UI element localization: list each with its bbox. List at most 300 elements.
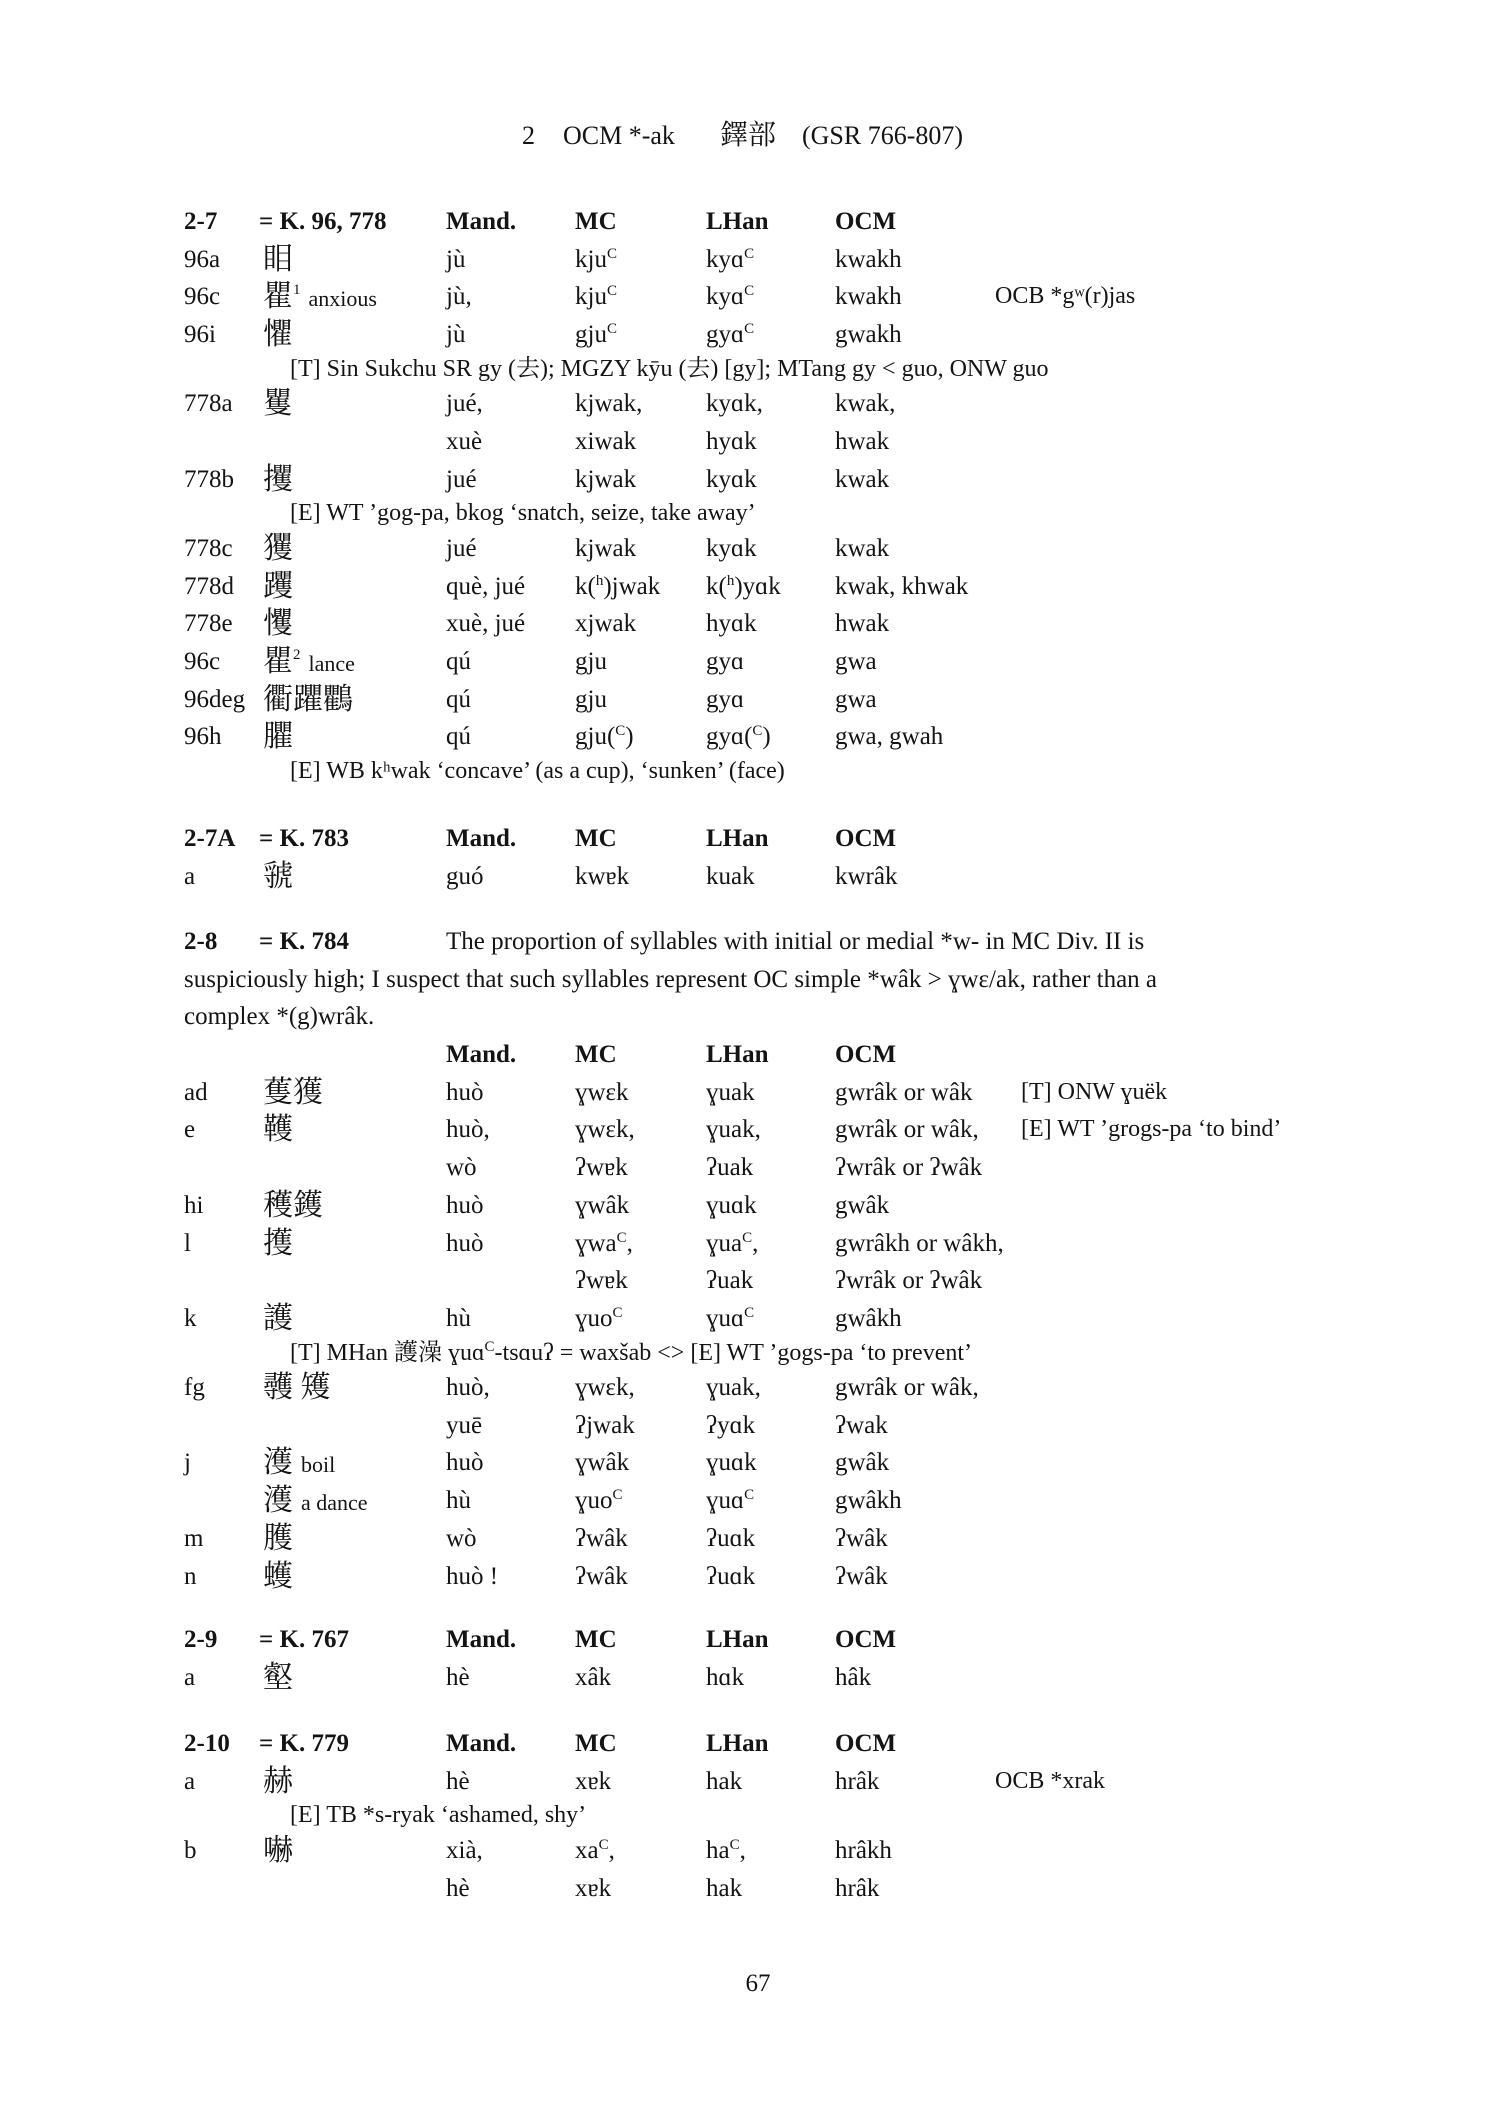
entry-key-text: a (184, 862, 196, 890)
graph-characters (263, 1659, 293, 1697)
middle-chinese-reading (575, 681, 607, 719)
column-label-ocm-text: OCM (835, 1730, 897, 1757)
mandarin-reading-text: jué (446, 465, 477, 493)
intro-line-text: complex *(g)wrâk. (184, 1003, 375, 1031)
entry-row (0, 1482, 1500, 1520)
graph-characters-text: 穫鑊 (263, 1188, 323, 1222)
mandarin-reading (446, 568, 525, 606)
old-chinese-reading (835, 1832, 892, 1870)
later-han-reading-text: ɣuak (706, 1078, 755, 1106)
entry-row (0, 1300, 1500, 1338)
later-han-reading-text: ) (762, 723, 771, 751)
graph-characters-text: 戄 (263, 607, 293, 641)
column-label-mc (575, 1621, 617, 1659)
mandarin-reading-text: xuè (446, 427, 483, 455)
entry-row (0, 1225, 1500, 1263)
graph-characters (263, 1558, 293, 1596)
entry-row (0, 1520, 1500, 1558)
old-chinese-reading (835, 1300, 902, 1338)
middle-chinese-reading-superscript: C (615, 723, 626, 740)
graph-characters-text: 衢躣鸜 (263, 682, 353, 716)
old-chinese-reading (835, 718, 943, 756)
entry-key-text: 778c (184, 534, 233, 562)
column-label-mand-text: Mand. (446, 825, 517, 852)
entry-row (0, 1262, 1500, 1300)
later-han-reading-superscript: C (744, 1304, 755, 1321)
graph-characters-text: 虢 (263, 859, 293, 893)
entry-key (184, 605, 233, 643)
middle-chinese-reading (575, 278, 617, 316)
section-id-text: 2-7 (184, 208, 218, 235)
mandarin-reading (446, 385, 483, 423)
middle-chinese-reading-superscript: C (612, 1304, 623, 1321)
mandarin-reading (446, 1300, 471, 1338)
old-chinese-reading-text: hwak (835, 610, 890, 638)
section-header (0, 820, 1500, 858)
entry-key (184, 1444, 191, 1482)
middle-chinese-reading-text: gju (575, 321, 607, 349)
mandarin-reading-text: huò (446, 1191, 484, 1219)
mandarin-reading (446, 1659, 470, 1697)
column-label-mc (575, 1036, 617, 1074)
old-chinese-reading-text: kwak, khwak (835, 572, 969, 600)
mandarin-reading (446, 461, 477, 499)
entry-row (0, 1149, 1500, 1187)
middle-chinese-reading-text: gju (575, 685, 607, 713)
entry-row (0, 681, 1500, 719)
note-text-text: [E] WT ’gog-pa, bkog ‘snatch, seize, take away’ (290, 500, 756, 527)
later-han-reading (706, 1369, 761, 1407)
graph-characters (263, 1520, 293, 1558)
middle-chinese-reading-superscript: C (606, 245, 617, 262)
extra-note-text: [T] ONW ɣuëk (1021, 1078, 1168, 1105)
mandarin-reading-text: xuè, jué (446, 610, 526, 638)
entry-key (184, 1520, 203, 1558)
entry-row (0, 718, 1500, 756)
later-han-reading (706, 241, 754, 279)
entry-key-text: b (184, 1836, 197, 1864)
entry-key (184, 718, 222, 756)
mandarin-reading (446, 1407, 482, 1445)
graph-characters (263, 1074, 323, 1112)
entry-key-text: a (184, 1663, 196, 1691)
middle-chinese-reading-text: xa (575, 1836, 599, 1864)
middle-chinese-reading-text: ʔwɐk (575, 1154, 628, 1182)
mandarin-reading-text: jù (446, 321, 466, 349)
column-header (0, 1036, 1500, 1074)
entry-key (184, 530, 233, 568)
later-han-reading-superscript: h (726, 572, 735, 589)
later-han-reading-text: kyɑk (706, 465, 757, 493)
mandarin-reading-text: wò (446, 1154, 477, 1182)
graph-gloss: a dance (301, 1490, 368, 1516)
middle-chinese-reading (575, 1369, 635, 1407)
extra-note (995, 1763, 1105, 1801)
middle-chinese-reading-text: ʔwâk (575, 1562, 628, 1590)
later-han-reading-text: gyɑ (706, 647, 745, 675)
mandarin-reading-text: huò (446, 1449, 484, 1477)
graph-characters-text: 嚇 (263, 1833, 293, 1867)
middle-chinese-reading (575, 1558, 628, 1596)
middle-chinese-reading-superscript: C (606, 321, 617, 338)
column-label-mc-text: MC (575, 1626, 617, 1653)
entry-key (184, 681, 245, 719)
entry-key (184, 241, 220, 279)
later-han-reading (706, 1111, 761, 1149)
column-label-lhan-text: LHan (706, 208, 769, 235)
mandarin-reading-text: huò (446, 1078, 484, 1106)
middle-chinese-reading (575, 530, 636, 568)
column-label-mand (446, 1036, 516, 1074)
later-han-reading (706, 681, 744, 719)
later-han-reading-superscript: C (752, 723, 763, 740)
mandarin-reading (446, 316, 465, 354)
mandarin-reading-text: hù (446, 1304, 471, 1332)
column-label-mand-text: Mand. (446, 1626, 517, 1653)
graph-characters-text: 赫 (263, 1764, 293, 1798)
entry-row (0, 1111, 1500, 1149)
entry-key (184, 316, 216, 354)
middle-chinese-reading-text: ɣwɛk, (575, 1116, 635, 1144)
old-chinese-reading-text: kwak (835, 465, 890, 493)
later-han-reading-text: hyɑk (706, 427, 757, 455)
section-header (0, 1621, 1500, 1659)
middle-chinese-reading (575, 858, 629, 896)
note-text-text: [T] MHan 護澡 ɣuɑ (290, 1339, 485, 1366)
mandarin-reading-text: huò ! (446, 1562, 499, 1590)
entry-key-text: 96a (184, 245, 221, 273)
later-han-reading-text: ʔuɑk (706, 1524, 756, 1552)
section-karlgren-ref (259, 203, 386, 241)
entry-key-text: 96c (184, 283, 221, 311)
mandarin-reading (446, 1520, 477, 1558)
middle-chinese-reading-superscript: C (612, 1487, 623, 1504)
old-chinese-reading (835, 1225, 1004, 1263)
entry-row (0, 568, 1500, 606)
middle-chinese-reading-superscript: C (606, 283, 617, 300)
mandarin-reading (446, 1369, 490, 1407)
mandarin-reading (446, 605, 525, 643)
entry-key-text: ad (184, 1078, 208, 1106)
old-chinese-reading-text: hrâk (835, 1767, 880, 1795)
entry-key (184, 1074, 208, 1112)
entry-key (184, 858, 195, 896)
later-han-reading (706, 1482, 754, 1520)
later-han-reading (706, 643, 744, 681)
column-label-mand-text: Mand. (446, 1041, 517, 1069)
later-han-reading-text: kyɑ (706, 245, 745, 273)
entry-row (0, 461, 1500, 499)
old-chinese-reading (835, 385, 895, 423)
entry-key-text: 96h (184, 723, 222, 751)
entry-key (184, 1763, 195, 1801)
old-chinese-reading (835, 1187, 889, 1225)
graph-characters-text: 瞿 (263, 644, 293, 678)
entry-key (184, 1369, 205, 1407)
mandarin-reading-text: jù, (446, 283, 472, 311)
old-chinese-reading-text: gwa (835, 685, 877, 713)
middle-chinese-reading (575, 1832, 615, 1870)
later-han-reading (706, 1520, 755, 1558)
middle-chinese-reading (575, 1225, 633, 1263)
mandarin-reading-text: jù (446, 245, 466, 273)
middle-chinese-reading-text: ɣwâk (575, 1191, 630, 1219)
section-karlgren-ref-text: = K. 784 (259, 928, 349, 955)
entry-key-text: e (184, 1116, 196, 1144)
graph-gloss: boil (301, 1452, 336, 1478)
graph-characters-text: 瞿 (263, 280, 293, 314)
note-text (290, 1338, 972, 1370)
note-text-text: -tsɑuʔ = waxšab <> [E] WT ’gogs-pa ‘to prevent’ (494, 1339, 973, 1366)
later-han-reading (706, 1300, 754, 1338)
old-chinese-reading-text: gwrâk or wâk, (835, 1374, 979, 1402)
mandarin-reading-text: hè (446, 1663, 470, 1691)
middle-chinese-reading-text: xâk (575, 1663, 612, 1691)
section-karlgren-ref (259, 820, 349, 858)
note-text (290, 498, 756, 530)
graph-characters-text: 臒 (263, 1521, 293, 1555)
graph-characters-text: 攫 (263, 462, 293, 496)
old-chinese-reading (835, 1870, 879, 1908)
old-chinese-reading (835, 605, 889, 643)
note-row (0, 1338, 1500, 1370)
section-karlgren-ref (259, 1725, 349, 1763)
old-chinese-reading-text: kwrâk (835, 862, 898, 890)
entry-row (0, 605, 1500, 643)
mandarin-reading (446, 1482, 471, 1520)
mandarin-reading (446, 718, 471, 756)
graph-gloss: anxious (308, 286, 377, 312)
later-han-reading-text: ɣuak, (706, 1374, 761, 1402)
middle-chinese-reading-text: ɣwâk (575, 1449, 630, 1477)
old-chinese-reading (835, 316, 902, 354)
later-han-reading-text: hak (706, 1767, 743, 1795)
old-chinese-reading (835, 858, 897, 896)
graph-characters (263, 1444, 335, 1484)
column-label-ocm (835, 1621, 896, 1659)
chapter-title: OCM *-ak (563, 121, 675, 150)
middle-chinese-reading-text: ɣuo (575, 1487, 613, 1515)
column-label-lhan-text: LHan (706, 1626, 769, 1653)
column-label-mc-text: MC (575, 825, 617, 852)
graph-characters-text: 躩 (263, 569, 293, 603)
later-han-reading (706, 568, 781, 606)
graph-characters (263, 530, 293, 568)
middle-chinese-reading (575, 1659, 611, 1697)
note-text (290, 1800, 586, 1832)
column-label-ocm (835, 203, 896, 241)
middle-chinese-reading-text: , (626, 1229, 633, 1257)
intro-row (0, 961, 1500, 999)
entry-key (184, 461, 234, 499)
graph-characters-text: 擭 (263, 1226, 293, 1260)
later-han-reading-text: )yɑk (734, 572, 781, 600)
column-label-lhan-text: LHan (706, 825, 769, 852)
column-label-lhan (706, 203, 769, 241)
graph-characters-text: 臞 (263, 720, 293, 754)
mandarin-reading (446, 1074, 484, 1112)
later-han-reading-text: ha (706, 1836, 730, 1864)
old-chinese-reading (835, 1369, 979, 1407)
later-han-reading-text: kyɑk (706, 534, 757, 562)
middle-chinese-reading-superscript: h (595, 572, 604, 589)
middle-chinese-reading (575, 1407, 635, 1445)
extra-note (1021, 1074, 1167, 1112)
graph-characters-text: 濩 (263, 1446, 293, 1480)
middle-chinese-reading-text: , (608, 1836, 615, 1864)
old-chinese-reading-text: gwâk (835, 1191, 890, 1219)
extra-note-text: [E] WT ’grogs-pa ‘to bind’ (1021, 1116, 1282, 1143)
column-label-mc-text: MC (575, 208, 617, 235)
old-chinese-reading-text: hâk (835, 1663, 872, 1691)
old-chinese-reading-text: gwâkh (835, 1304, 902, 1332)
later-han-reading-text: ɣuɑk (706, 1191, 757, 1219)
middle-chinese-reading-text: gju (575, 647, 607, 675)
note-text (290, 354, 1048, 386)
entry-row (0, 858, 1500, 896)
column-label-lhan (706, 1725, 769, 1763)
mandarin-reading-text: jué (446, 534, 477, 562)
entry-row (0, 1558, 1500, 1596)
chapter-rhyme-group: 鐸部 (720, 120, 777, 151)
graph-gloss: lance (308, 650, 355, 676)
column-label-mc (575, 1725, 617, 1763)
note-text (290, 756, 785, 788)
middle-chinese-reading-text: kju (575, 283, 607, 311)
later-han-reading (706, 461, 757, 499)
later-han-reading (706, 1832, 746, 1870)
later-han-reading (706, 1187, 757, 1225)
middle-chinese-reading-text: gju( (575, 723, 616, 751)
middle-chinese-reading (575, 1149, 628, 1187)
old-chinese-reading (835, 1659, 871, 1697)
graph-characters (263, 385, 293, 423)
later-han-reading-text: ɣuɑ (706, 1304, 745, 1332)
mandarin-reading-text: wò (446, 1524, 477, 1552)
old-chinese-reading-text: gwa (835, 647, 877, 675)
later-han-reading (706, 605, 757, 643)
old-chinese-reading (835, 1407, 888, 1445)
later-han-reading-superscript: C (729, 1836, 740, 1853)
middle-chinese-reading (575, 718, 634, 756)
middle-chinese-reading (575, 643, 607, 681)
middle-chinese-reading (575, 316, 617, 354)
entry-row (0, 1187, 1500, 1225)
graph-characters (263, 278, 377, 318)
later-han-reading (706, 1262, 753, 1300)
later-han-reading-superscript: C (744, 1487, 755, 1504)
later-han-reading-text: kuak (706, 862, 755, 890)
section-2-9 (0, 1621, 1500, 1696)
column-label-mand (446, 1725, 516, 1763)
graph-characters (263, 1111, 293, 1149)
section-id (184, 203, 217, 241)
old-chinese-reading (835, 1444, 889, 1482)
later-han-reading-text: kyɑ (706, 283, 745, 311)
middle-chinese-reading-superscript: C (598, 1836, 609, 1853)
entry-key (184, 1111, 195, 1149)
middle-chinese-reading-text: xiwak (575, 427, 637, 455)
intro-line-text: suspiciously high; I suspect that such syllables represent OC simple *wâk > ɣwɛ/ak, rather than a (184, 965, 1158, 993)
mandarin-reading-text: huò, (446, 1116, 490, 1144)
graph-characters (263, 681, 353, 719)
old-chinese-reading-text: hrâk (835, 1874, 880, 1902)
entry-row (0, 1407, 1500, 1445)
note-row (0, 756, 1500, 788)
later-han-reading (706, 385, 763, 423)
column-label-ocm-text: OCM (835, 825, 897, 852)
mandarin-reading-text: guó (446, 862, 484, 890)
column-label-lhan (706, 1621, 769, 1659)
chapter-gsr-range: (GSR 766-807) (802, 121, 964, 150)
old-chinese-reading (835, 1074, 972, 1112)
middle-chinese-reading (575, 1074, 629, 1112)
later-han-reading (706, 316, 754, 354)
old-chinese-reading-text: ʔwrâk or ʔwâk (835, 1154, 983, 1182)
entry-row (0, 1832, 1500, 1870)
old-chinese-reading-text: gwrâkh or wâkh, (835, 1229, 1004, 1257)
old-chinese-reading-text: gwâk (835, 1449, 890, 1477)
entry-row (0, 316, 1500, 354)
graph-characters (263, 1369, 331, 1407)
later-han-reading (706, 278, 754, 316)
graph-characters-text: 蠖 (263, 1559, 293, 1593)
later-han-reading (706, 1659, 744, 1697)
section-2-7a (0, 820, 1500, 895)
mandarin-reading (446, 1187, 484, 1225)
old-chinese-reading-text: hwak (835, 427, 890, 455)
mandarin-reading (446, 1832, 483, 1870)
column-label-lhan-text: LHan (706, 1730, 769, 1757)
old-chinese-reading-text: kwakh (835, 283, 902, 311)
later-han-reading-text: ɣuak, (706, 1116, 761, 1144)
middle-chinese-reading-text: ɣwa (575, 1229, 617, 1257)
middle-chinese-reading (575, 605, 636, 643)
old-chinese-reading-text: gwakh (835, 321, 902, 349)
column-label-mc-text: MC (575, 1041, 617, 1069)
old-chinese-reading (835, 1763, 879, 1801)
entry-key-text: m (184, 1524, 204, 1552)
entry-row (0, 385, 1500, 423)
entry-key-text: n (184, 1562, 197, 1590)
old-chinese-reading (835, 568, 968, 606)
section-id (184, 1621, 217, 1659)
intro-line (446, 923, 1144, 961)
later-han-reading (706, 1225, 758, 1263)
graph-characters (263, 568, 293, 606)
graph-characters-text: 蒦獲 (263, 1075, 323, 1109)
later-han-reading-text: ʔyɑk (706, 1411, 756, 1439)
old-chinese-reading-text: gwâkh (835, 1487, 902, 1515)
old-chinese-reading-text: kwak (835, 534, 890, 562)
column-label-ocm-text: OCM (835, 208, 897, 235)
graph-characters (263, 1832, 293, 1870)
later-han-reading (706, 1407, 755, 1445)
old-chinese-reading (835, 241, 902, 279)
middle-chinese-reading (575, 1763, 611, 1801)
middle-chinese-reading (575, 568, 660, 606)
section-karlgren-ref (259, 1621, 349, 1659)
middle-chinese-reading (575, 1520, 628, 1558)
column-label-mand (446, 1621, 516, 1659)
entry-key-text: 96i (184, 321, 216, 349)
old-chinese-reading-text: gwrâk or wâk (835, 1078, 973, 1106)
later-han-reading-text: hak (706, 1874, 743, 1902)
graph-characters (263, 1187, 323, 1225)
later-han-reading-text: ɣua (706, 1229, 743, 1257)
mandarin-reading (446, 681, 471, 719)
entry-row (0, 1444, 1500, 1482)
